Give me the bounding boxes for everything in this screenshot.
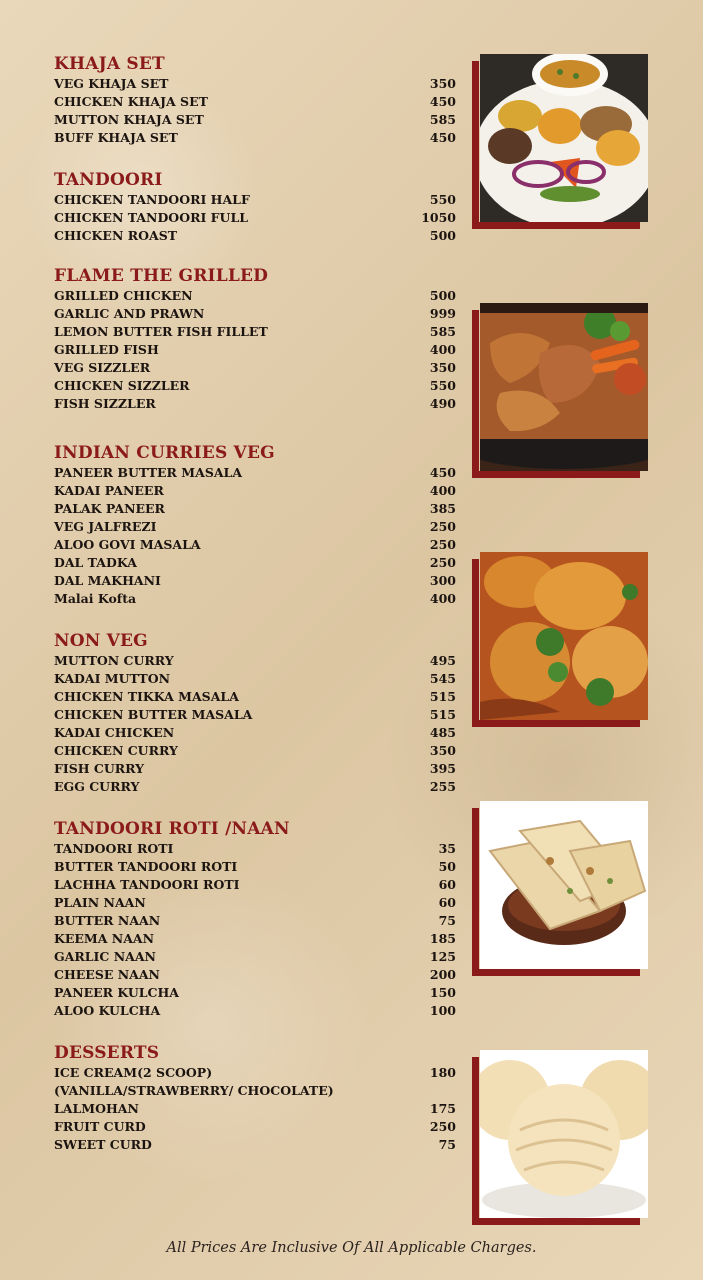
item-name: GRILLED CHICKEN — [54, 288, 193, 303]
item-price: 400 — [429, 342, 456, 357]
item-price: 185 — [429, 931, 456, 946]
menu-item — [54, 742, 456, 760]
menu-item — [54, 191, 456, 209]
item-price: 450 — [429, 465, 456, 480]
section-title: FLAME THE GRILLED — [54, 266, 269, 286]
menu-item — [54, 590, 456, 608]
menu-item — [54, 984, 456, 1002]
menu-item — [54, 778, 456, 796]
menu-item — [54, 912, 456, 930]
menu-item — [54, 395, 456, 413]
item-price: 60 — [438, 877, 456, 892]
menu-item — [54, 500, 456, 518]
item-price: 1050 — [421, 210, 456, 225]
item-name: FRUIT CURD — [54, 1119, 146, 1134]
item-name: KADAI PANEER — [54, 483, 164, 498]
item-name: ICE CREAM(2 SCOOP) (VANILLA/STRAWBERRY/ CHOCOLATE) — [54, 1065, 334, 1098]
item-price: 500 — [429, 228, 456, 243]
item-name: BUTTER TANDOORI ROTI — [54, 859, 238, 874]
item-name: GRILLED FISH — [54, 342, 159, 357]
menu-item — [54, 1002, 456, 1020]
item-name: FISH CURRY — [54, 761, 145, 776]
item-price: 490 — [429, 396, 456, 411]
menu-item — [54, 377, 456, 395]
item-name: MUTTON CURRY — [54, 653, 174, 668]
item-name: DAL TADKA — [54, 555, 137, 570]
item-name: CHICKEN KHAJA SET — [54, 94, 208, 109]
menu-item — [54, 876, 456, 894]
item-price: 75 — [438, 913, 456, 928]
item-price: 300 — [429, 573, 456, 588]
item-name: ALOO KULCHA — [54, 1003, 161, 1018]
menu-item — [54, 111, 456, 129]
menu-item — [54, 305, 456, 323]
menu-section — [54, 53, 456, 147]
item-name: CHICKEN TANDOORI FULL — [54, 210, 249, 225]
menu-item — [54, 894, 456, 912]
item-price: 585 — [429, 324, 456, 339]
menu-item — [54, 75, 456, 93]
menu-item — [54, 670, 456, 688]
item-price: 515 — [429, 707, 456, 722]
item-name: PLAIN NAAN — [54, 895, 146, 910]
item-price: 550 — [429, 192, 456, 207]
menu-item — [54, 287, 456, 305]
menu-item — [54, 688, 456, 706]
item-name: PANEER BUTTER MASALA — [54, 465, 243, 480]
item-name: EGG CURRY — [54, 779, 140, 794]
menu-item — [54, 464, 456, 482]
item-price: 250 — [429, 537, 456, 552]
item-name: CHICKEN TIKKA MASALA — [54, 689, 239, 704]
menu-item — [54, 858, 456, 876]
item-price: 250 — [429, 555, 456, 570]
menu-section — [54, 442, 456, 608]
item-name: GARLIC NAAN — [54, 949, 156, 964]
menu-item — [54, 129, 456, 147]
item-price: 545 — [429, 671, 456, 686]
item-price: 999 — [429, 306, 456, 321]
menu-item — [54, 724, 456, 742]
price-disclaimer: All Prices Are Inclusive Of All Applicable Charges. — [166, 1240, 537, 1256]
menu-item — [54, 760, 456, 778]
item-name: VEG JALFREZI — [54, 519, 157, 534]
ice-cream-photo — [472, 1050, 648, 1226]
section-title: TANDOORI ROTI /NAAN — [54, 819, 290, 839]
item-name: CHICKEN SIZZLER — [54, 378, 190, 393]
item-name: CHEESE NAAN — [54, 967, 160, 982]
item-price: 255 — [429, 779, 456, 794]
item-name: DAL MAKHANI — [54, 573, 161, 588]
section-title: TANDOORI — [54, 170, 163, 190]
menu-item — [54, 966, 456, 984]
menu-item — [54, 1136, 456, 1154]
item-name: GARLIC AND PRAWN — [54, 306, 205, 321]
item-price: 400 — [429, 591, 456, 606]
item-price: 450 — [429, 130, 456, 145]
item-price: 200 — [429, 967, 456, 982]
item-price: 550 — [429, 378, 456, 393]
item-price: 250 — [429, 519, 456, 534]
item-name: Malai Kofta — [54, 591, 137, 606]
menu-item — [54, 93, 456, 111]
item-name: KADAI CHICKEN — [54, 725, 175, 740]
item-name: CHICKEN TANDOORI HALF — [54, 192, 250, 207]
curry-photo — [472, 552, 648, 728]
item-name: LEMON BUTTER FISH FILLET — [54, 324, 268, 339]
item-name: CHICKEN BUTTER MASALA — [54, 707, 253, 722]
menu-section — [54, 169, 456, 245]
item-price: 395 — [429, 761, 456, 776]
item-name: BUTTER NAAN — [54, 913, 161, 928]
menu-item — [54, 948, 456, 966]
section-title: KHAJA SET — [54, 54, 165, 74]
menu-item — [54, 652, 456, 670]
item-name: SWEET CURD — [54, 1137, 152, 1152]
item-name: PANEER KULCHA — [54, 985, 179, 1000]
item-price: 350 — [429, 743, 456, 758]
menu-item — [54, 840, 456, 858]
item-price: 150 — [429, 985, 456, 1000]
item-price: 50 — [438, 859, 456, 874]
item-price: 175 — [429, 1101, 456, 1116]
section-title: INDIAN CURRIES VEG — [54, 443, 275, 463]
item-price: 350 — [429, 360, 456, 375]
item-price: 125 — [429, 949, 456, 964]
item-name: VEG KHAJA SET — [54, 76, 169, 91]
item-price: 75 — [438, 1137, 456, 1152]
section-title: NON VEG — [54, 631, 148, 651]
menu-item — [54, 1118, 456, 1136]
item-name: FISH SIZZLER — [54, 396, 156, 411]
menu-item — [54, 1100, 456, 1118]
menu-section — [54, 630, 456, 796]
menu-section — [54, 1042, 456, 1154]
item-price: 450 — [429, 94, 456, 109]
menu-section — [54, 818, 456, 1020]
menu-item — [54, 706, 456, 724]
section-title: DESSERTS — [54, 1043, 160, 1063]
khaja-set-photo — [472, 54, 648, 230]
item-price: 100 — [429, 1003, 456, 1018]
menu-item — [54, 323, 456, 341]
item-name: BUFF KHAJA SET — [54, 130, 178, 145]
item-name: KADAI MUTTON — [54, 671, 171, 686]
item-name: LALMOHAN — [54, 1101, 139, 1116]
sizzler-photo — [472, 303, 648, 479]
menu-item — [54, 572, 456, 590]
item-price: 180 — [429, 1065, 456, 1080]
menu-item — [54, 554, 456, 572]
item-name: LACHHA TANDOORI ROTI — [54, 877, 240, 892]
menu-item — [54, 359, 456, 377]
item-name: ALOO GOVI MASALA — [54, 537, 201, 552]
item-name: CHICKEN ROAST — [54, 228, 178, 243]
item-name: CHICKEN CURRY — [54, 743, 178, 758]
menu-item — [54, 1064, 456, 1100]
naan-photo — [472, 801, 648, 977]
item-name: VEG SIZZLER — [54, 360, 151, 375]
item-name: KEEMA NAAN — [54, 931, 155, 946]
item-price: 250 — [429, 1119, 456, 1134]
item-price: 495 — [429, 653, 456, 668]
menu-item — [54, 536, 456, 554]
item-price: 500 — [429, 288, 456, 303]
item-name: TANDOORI ROTI — [54, 841, 174, 856]
item-price: 385 — [429, 501, 456, 516]
item-price: 350 — [429, 76, 456, 91]
item-name: MUTTON KHAJA SET — [54, 112, 204, 127]
item-price: 585 — [429, 112, 456, 127]
menu-item — [54, 209, 456, 227]
menu-item — [54, 482, 456, 500]
item-price: 35 — [438, 841, 456, 856]
menu-item — [54, 341, 456, 359]
menu-item — [54, 518, 456, 536]
menu-section — [54, 265, 456, 413]
item-price: 400 — [429, 483, 456, 498]
item-price: 515 — [429, 689, 456, 704]
menu-item — [54, 227, 456, 245]
item-price: 60 — [438, 895, 456, 910]
item-name: PALAK PANEER — [54, 501, 165, 516]
item-price: 485 — [429, 725, 456, 740]
menu-item — [54, 930, 456, 948]
